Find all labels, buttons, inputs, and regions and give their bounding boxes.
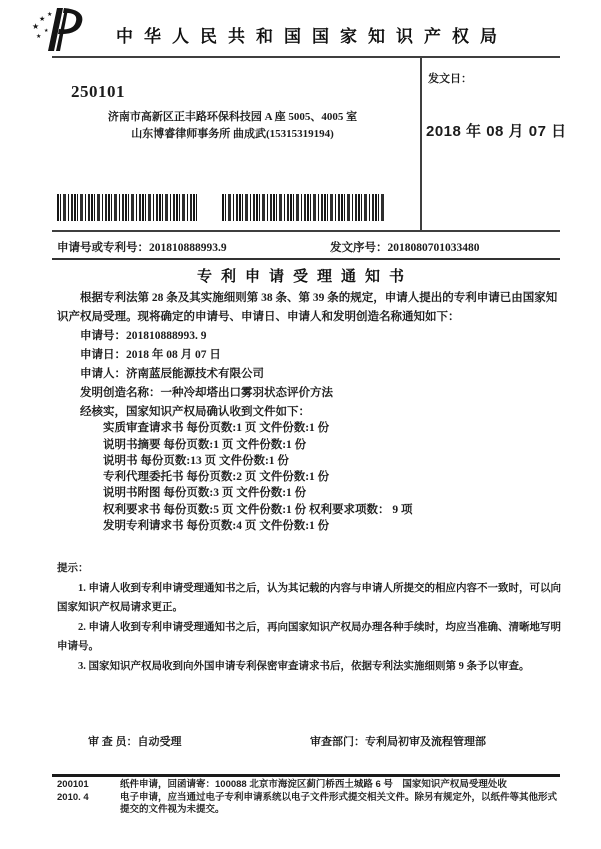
barcode-right [222,194,385,221]
field-value: 2018 年 08 月 07 日 [126,349,221,361]
star-icon: ★ [44,29,49,34]
tip-item: 3. 国家知识产权局收到向外国申请专利保密审查请求书后，依据专利法实施细则第 9 条予以审查。 [78,660,530,672]
tip-item: 1. 申请人收到专利申请受理通知书之后，认为其记载的内容与申请人所提交的相应内容不一致时，可以向国家知识产权局请求更正。 [57,582,561,613]
received-document-line: 说明书附图 每份页数:3 页 文件份数:1 份 [103,487,307,500]
star-icon: ★ [47,12,53,18]
examiner-row [88,733,182,749]
serial-number-value: 2018080701033480 [387,242,480,254]
field-label: 发明创造名称： [80,387,161,399]
examiner-value: 自动受理 [137,736,182,748]
department-label: 审查部门： [310,736,365,748]
department-row [310,733,486,749]
footer-entry [57,779,564,792]
department-value: 专利局初审及流程管理部 [365,736,486,748]
received-documents-list [57,420,563,534]
barcode-left [57,194,199,221]
application-field [57,346,563,365]
tips-list [57,579,565,677]
notice-body [57,289,563,403]
received-document-line: 权利要求书 每份页数:5 页 文件份数:1 份 权利要求项数： 9 项 [103,503,413,516]
application-number-label: 申请号或专利号： [57,242,149,254]
serial-number-label: 发文序号： [330,242,388,254]
received-document-line: 发明专利请求书 每份页数:4 页 文件份数:1 份 [103,520,330,533]
footer-entry-text: 电子申请，应当通过电子专利申请系统以电子文件形式提交相关文件。除另有规定外，以纸件等其他形式提交的文件视为未提交。 [120,791,558,815]
footer-divider [52,774,560,777]
received-document-line: 说明书 每份页数:13 页 文件份数:1 份 [103,454,289,467]
field-value: 济南蓝辰能源技术有限公司 [126,368,264,380]
cnipa-logo-icon [30,4,84,54]
tips-label: 提示： [57,563,89,574]
application-field [57,365,563,384]
address-line-2: 山东博睿律师事务所 曲成武(15315319194) [131,128,334,140]
received-documents-block [57,404,563,534]
received-intro: 经核实，国家知识产权局确认收到文件如下： [80,406,310,418]
footer-block [57,779,564,817]
reference-divider [52,258,560,260]
footer-form-code: 2010. 4 [57,791,89,803]
postal-code: 250101 [71,82,125,101]
received-document-line: 实质审查请求书 每份页数:1 页 文件份数:1 份 [103,422,330,435]
header-divider [52,56,560,58]
examiner-label: 审 查 员： [88,736,138,748]
star-icon: ★ [36,34,42,40]
dispatch-date-value: 2018 年 08 月 07 日 [426,123,567,140]
application-field [57,327,563,346]
reference-row [57,239,562,255]
star-icon: ★ [39,15,46,23]
notice-intro: 根据专利法第 28 条及其实施细则第 38 条、第 39 条的规定，申请人提出的专利申请已由国家知识产权局受理。现将确定的申请号、申请日、申请人和发明创造名称通知如下： [57,292,558,323]
address-line-1: 济南市高新区正丰路环保科技园 A 座 5005、4005 室 [107,111,358,123]
received-document-line: 专利代理委托书 每份页数:2 页 文件份数:1 份 [103,471,330,484]
date-box-divider [420,57,422,231]
field-label: 申请号： [80,330,126,342]
field-label: 申请人： [80,368,126,380]
agency-title: 中华人民共和国国家知识产权局 [116,27,508,46]
application-field [57,384,563,403]
tip-item: 2. 申请人收到专利申请受理通知书之后，再向国家知识产权局办理各种手续时，均应当准确、清晰地写明申请号。 [57,621,561,652]
recipient-address [60,109,405,143]
field-value: 一种冷却塔出口雾羽状态评价方法 [160,387,333,399]
footer-form-code: 200101 [57,779,89,790]
field-label: 申请日： [80,349,126,361]
star-icon: ★ [32,22,40,31]
tips-block [57,559,565,676]
field-value: 201810888993. 9 [126,330,207,342]
footer-entry [57,792,564,817]
notice-title: 专利申请受理通知书 [196,269,413,285]
application-number-value: 201810888993.9 [149,242,227,254]
received-document-line: 说明书摘要 每份页数:1 页 文件份数:1 份 [103,438,307,451]
application-fields [57,327,563,403]
mailing-box-bottom-divider [52,230,560,232]
footer-entry-text: 纸件申请，回函请寄：100088 北京市海淀区蓟门桥西土城路 6 号 国家知识产权局受理处收 [120,779,507,790]
dispatch-date-label: 发文日： [428,73,472,85]
